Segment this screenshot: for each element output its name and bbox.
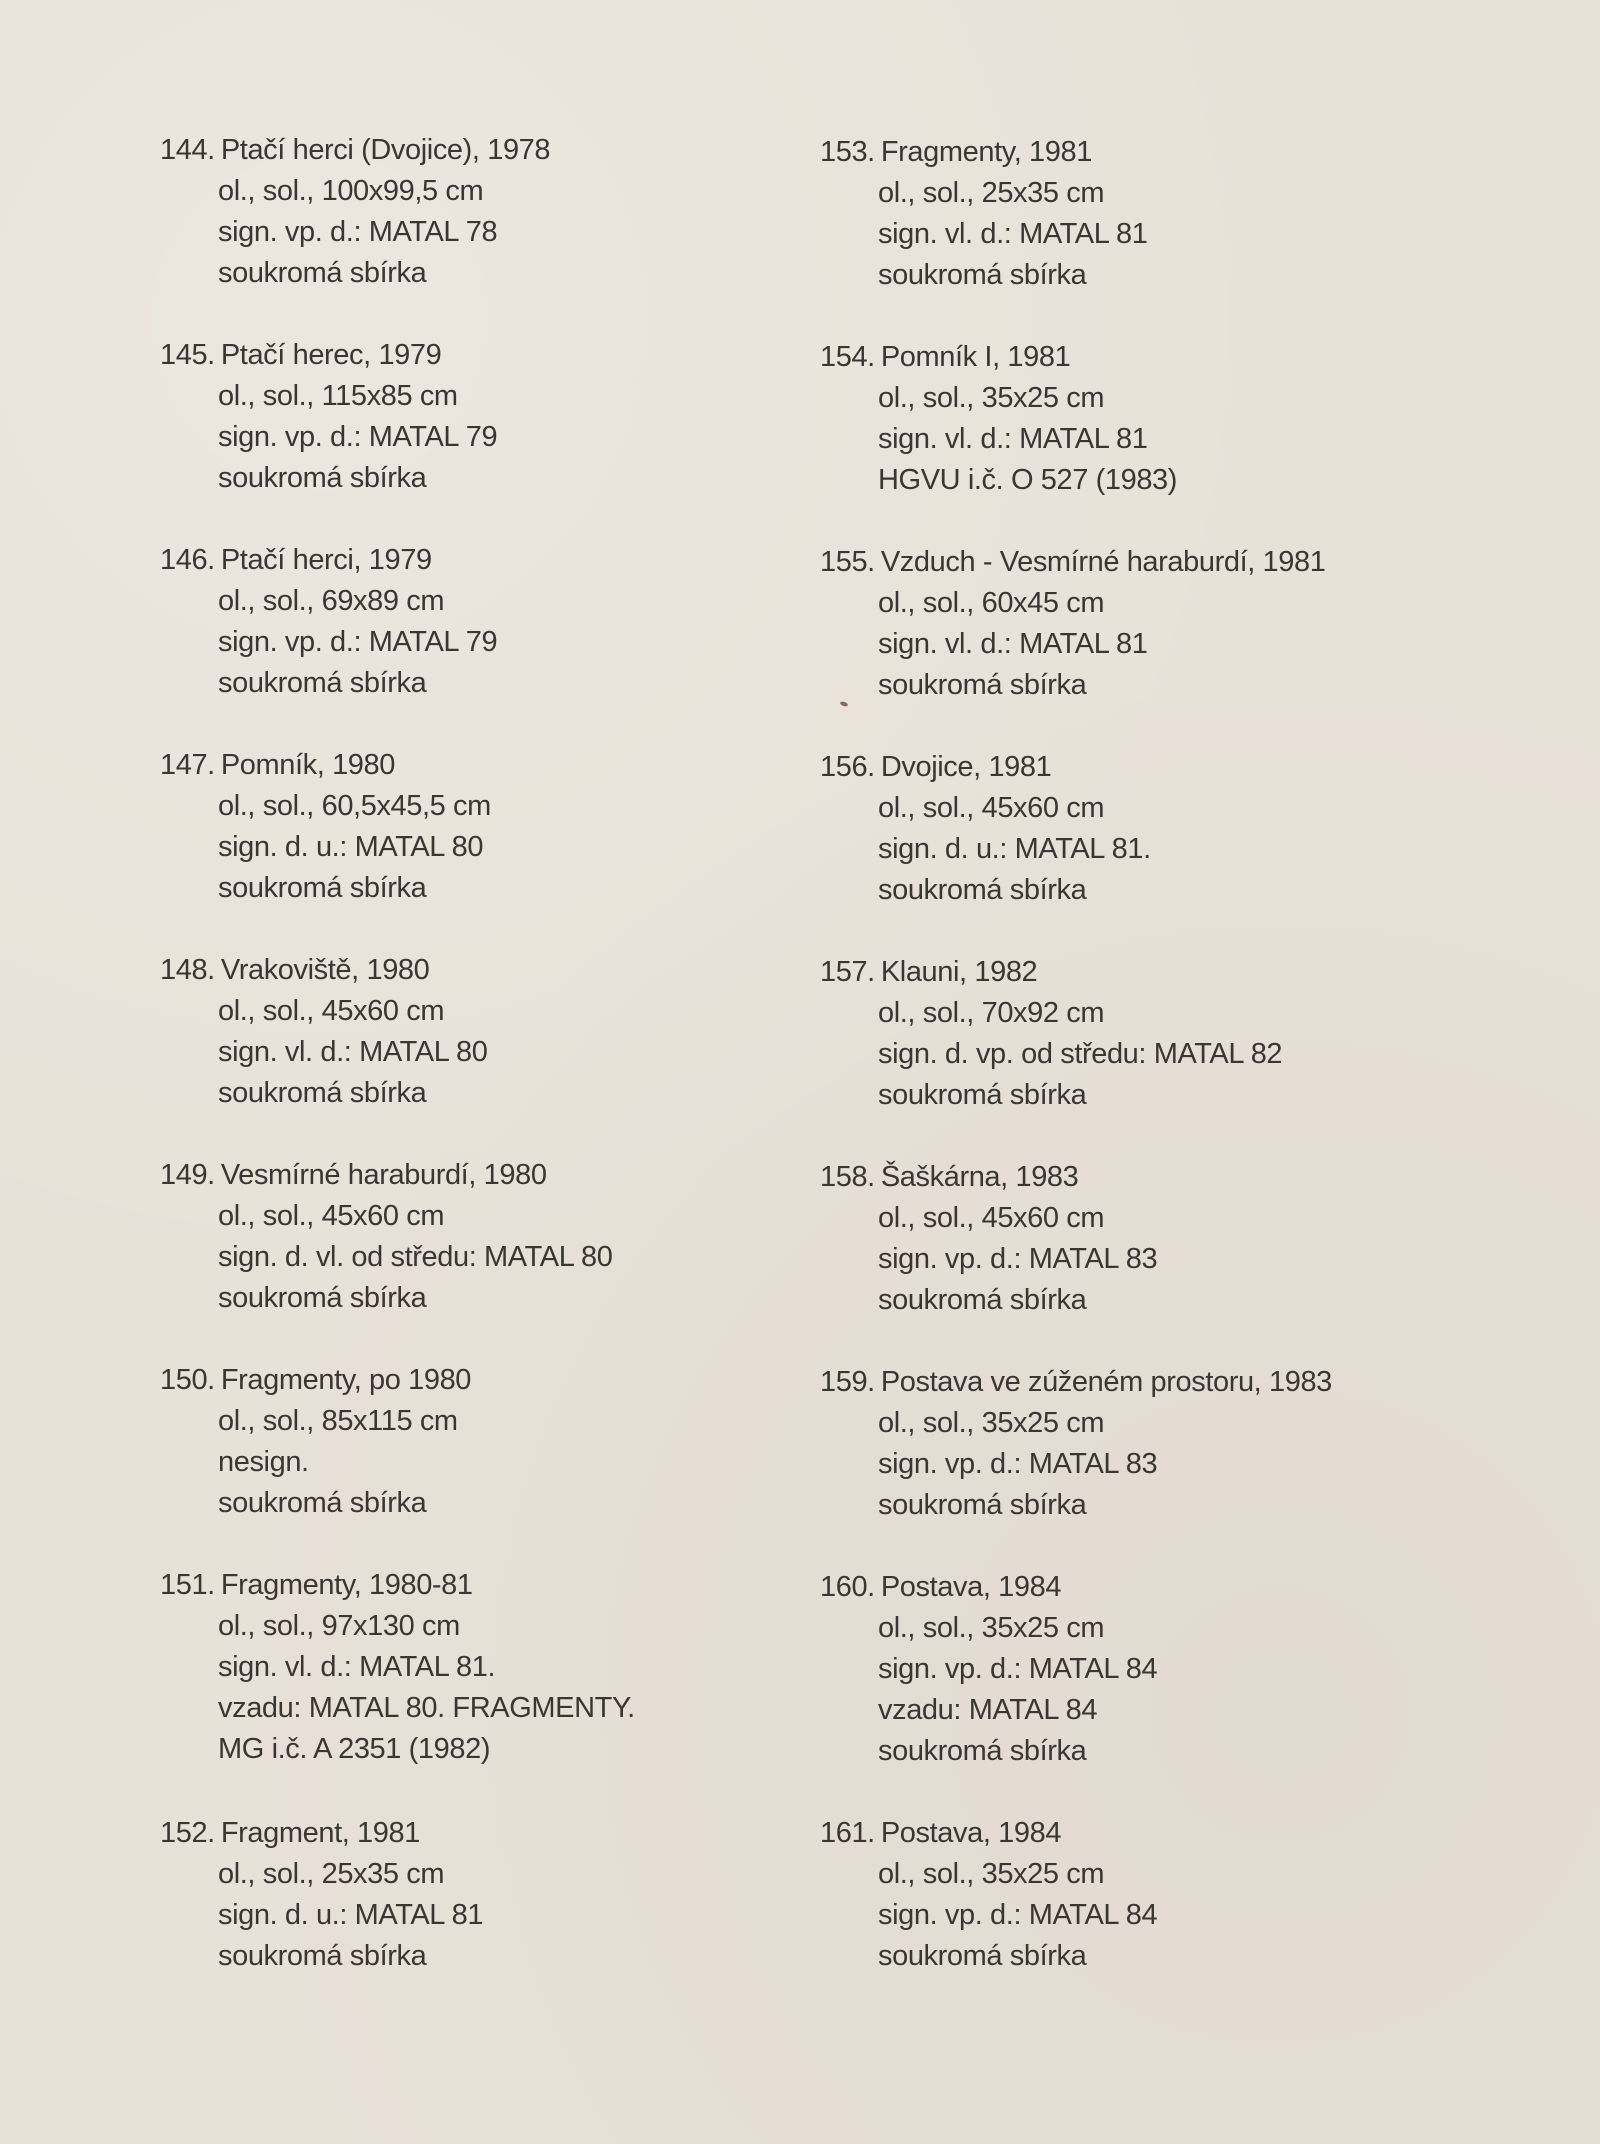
entry-collection: soukromá sbírka xyxy=(218,462,427,494)
entry-medium: ol., sol., 35x25 cm xyxy=(878,382,1105,414)
catalog-entry xyxy=(820,952,1520,1116)
entry-medium: ol., sol., 115x85 cm xyxy=(218,380,458,412)
entry-back-inscription: vzadu: MATAL 84 xyxy=(878,1694,1098,1726)
entry-title: Pomník I, 1981 xyxy=(880,341,1071,373)
entry-medium: ol., sol., 25x35 cm xyxy=(878,177,1105,209)
catalog-entry xyxy=(160,540,860,704)
entry-number: 161. xyxy=(820,1817,875,1849)
entry-title: Postava ve zúženém prostoru, 1983 xyxy=(880,1366,1332,1398)
entry-collection: soukromá sbírka xyxy=(218,1282,427,1314)
entry-title: Vrakoviště, 1980 xyxy=(220,954,430,986)
entry-medium: ol., sol., 45x60 cm xyxy=(878,792,1105,824)
entry-title: Dvojice, 1981 xyxy=(880,751,1052,783)
entry-signature: nesign. xyxy=(218,1446,309,1478)
entry-number: 160. xyxy=(820,1571,875,1603)
entry-medium: ol., sol., 85x115 cm xyxy=(218,1405,458,1437)
entry-number: 155. xyxy=(820,546,875,578)
entry-medium: ol., sol., 45x60 cm xyxy=(218,1200,445,1232)
entry-medium: ol., sol., 35x25 cm xyxy=(878,1407,1105,1439)
entry-number: 146. xyxy=(160,544,215,576)
catalog-entry xyxy=(160,130,860,294)
entry-signature: sign. vl. d.: MATAL 81. xyxy=(218,1651,496,1683)
catalog-entry xyxy=(160,335,860,499)
entry-medium: ol., sol., 35x25 cm xyxy=(878,1612,1105,1644)
entry-number: 157. xyxy=(820,956,875,988)
catalog-entry xyxy=(820,132,1520,296)
entry-collection: soukromá sbírka xyxy=(218,1077,427,1109)
entry-signature: sign. d. u.: MATAL 81 xyxy=(218,1899,484,1931)
entry-title: Klauni, 1982 xyxy=(880,956,1038,988)
entry-signature: sign. vp. d.: MATAL 79 xyxy=(218,626,498,658)
entry-medium: ol., sol., 60x45 cm xyxy=(878,587,1105,619)
entry-number: 147. xyxy=(160,749,215,781)
entry-signature: sign. d. u.: MATAL 80 xyxy=(218,831,484,863)
catalog-entry xyxy=(820,1813,1520,1977)
entry-collection: soukromá sbírka xyxy=(218,872,427,904)
catalog-entry xyxy=(820,1567,1520,1772)
entry-number: 148. xyxy=(160,954,215,986)
entry-medium: ol., sol., 45x60 cm xyxy=(218,995,445,1027)
entry-signature: sign. vl. d.: MATAL 80 xyxy=(218,1036,488,1068)
entry-signature: sign. vp. d.: MATAL 83 xyxy=(878,1243,1158,1275)
entry-title: Fragmenty, 1980-81 xyxy=(220,1569,473,1601)
entry-medium: ol., sol., 60,5x45,5 cm xyxy=(218,790,491,822)
catalog-entry xyxy=(160,1565,860,1770)
entry-signature: sign. vp. d.: MATAL 79 xyxy=(218,421,498,453)
entry-title: Fragmenty, 1981 xyxy=(880,136,1092,168)
catalog-entry xyxy=(820,1157,1520,1321)
entry-collection: soukromá sbírka xyxy=(218,667,427,699)
entry-title: Postava, 1984 xyxy=(880,1571,1062,1603)
entry-number: 144. xyxy=(160,134,215,166)
entry-title: Šaškárna, 1983 xyxy=(880,1161,1079,1193)
entry-title: Vesmírné haraburdí, 1980 xyxy=(220,1159,547,1191)
entry-collection: soukromá sbírka xyxy=(878,259,1087,291)
catalog-entry xyxy=(160,1360,860,1524)
entry-medium: ol., sol., 35x25 cm xyxy=(878,1858,1105,1890)
entry-collection: soukromá sbírka xyxy=(878,1735,1087,1767)
entry-number: 154. xyxy=(820,341,875,373)
entry-number: 149. xyxy=(160,1159,215,1191)
entry-collection: soukromá sbírka xyxy=(878,669,1087,701)
entry-signature: sign. d. vl. od středu: MATAL 80 xyxy=(218,1241,613,1273)
catalog-entry xyxy=(820,337,1520,501)
entry-signature: sign. vp. d.: MATAL 84 xyxy=(878,1653,1158,1685)
entry-collection: soukromá sbírka xyxy=(218,1487,427,1519)
entry-title: Fragment, 1981 xyxy=(220,1817,420,1849)
entry-number: 153. xyxy=(820,136,875,168)
entry-signature: sign. d. vp. od středu: MATAL 82 xyxy=(878,1038,1283,1070)
entry-number: 152. xyxy=(160,1817,215,1849)
entry-title: Ptačí herci (Dvojice), 1978 xyxy=(220,134,551,166)
entry-signature: sign. vp. d.: MATAL 84 xyxy=(878,1899,1158,1931)
entry-signature: sign. vl. d.: MATAL 81 xyxy=(878,218,1148,250)
entry-collection: soukromá sbírka xyxy=(878,1940,1087,1972)
entry-collection: soukromá sbírka xyxy=(218,1940,427,1972)
catalog-entry xyxy=(160,1813,860,1977)
entry-signature: sign. vp. d.: MATAL 83 xyxy=(878,1448,1158,1480)
entry-back-inscription: vzadu: MATAL 80. FRAGMENTY. xyxy=(218,1692,635,1724)
entry-medium: ol., sol., 25x35 cm xyxy=(218,1858,445,1890)
entry-number: 156. xyxy=(820,751,875,783)
entry-title: Fragmenty, po 1980 xyxy=(220,1364,472,1396)
entry-collection: soukromá sbírka xyxy=(218,257,427,289)
entry-title: Pomník, 1980 xyxy=(220,749,395,781)
entry-collection: MG i.č. A 2351 (1982) xyxy=(218,1733,491,1765)
entry-title: Postava, 1984 xyxy=(880,1817,1062,1849)
entry-collection: soukromá sbírka xyxy=(878,1284,1087,1316)
entry-collection: soukromá sbírka xyxy=(878,1079,1087,1111)
entry-collection: soukromá sbírka xyxy=(878,874,1087,906)
catalog-entry xyxy=(820,747,1520,911)
entry-signature: sign. d. u.: MATAL 81. xyxy=(878,833,1151,865)
entry-number: 159. xyxy=(820,1366,875,1398)
catalog-entry xyxy=(160,1155,860,1319)
entry-number: 158. xyxy=(820,1161,875,1193)
entry-medium: ol., sol., 45x60 cm xyxy=(878,1202,1105,1234)
entry-medium: ol., sol., 70x92 cm xyxy=(878,997,1105,1029)
entry-signature: sign. vp. d.: MATAL 78 xyxy=(218,216,498,248)
entry-collection: HGVU i.č. O 527 (1983) xyxy=(878,464,1178,496)
entry-medium: ol., sol., 100x99,5 cm xyxy=(218,175,484,207)
entry-number: 150. xyxy=(160,1364,215,1396)
entry-title: Ptačí herec, 1979 xyxy=(220,339,442,371)
entry-title: Ptačí herci, 1979 xyxy=(220,544,432,576)
catalog-entry xyxy=(820,1362,1520,1526)
catalog-entry xyxy=(160,950,860,1114)
entry-number: 145. xyxy=(160,339,215,371)
catalog-entry xyxy=(820,542,1520,706)
catalog-entry xyxy=(160,745,860,909)
entry-number: 151. xyxy=(160,1569,215,1601)
entry-collection: soukromá sbírka xyxy=(878,1489,1087,1521)
entry-medium: ol., sol., 69x89 cm xyxy=(218,585,445,617)
entry-signature: sign. vl. d.: MATAL 81 xyxy=(878,423,1148,455)
entry-title: Vzduch - Vesmírné haraburdí, 1981 xyxy=(880,546,1326,578)
entry-medium: ol., sol., 97x130 cm xyxy=(218,1610,460,1642)
entry-signature: sign. vl. d.: MATAL 81 xyxy=(878,628,1148,660)
